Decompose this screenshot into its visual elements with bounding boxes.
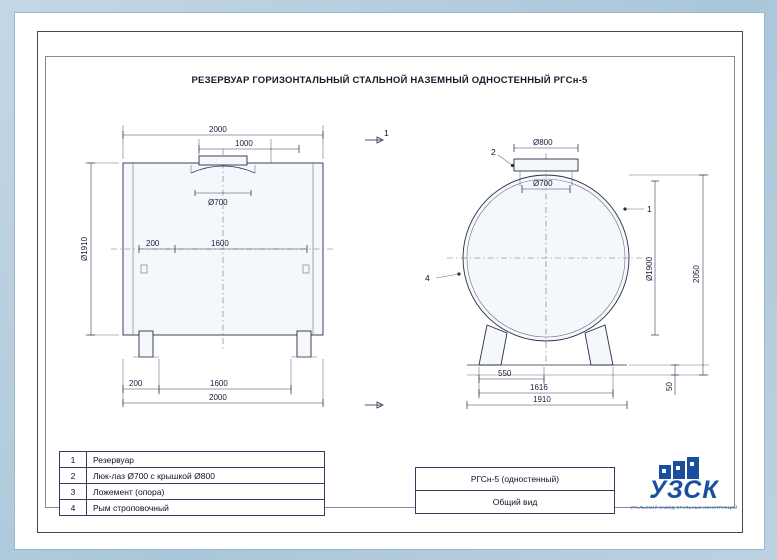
svg-text:Ø1900: Ø1900 xyxy=(645,256,654,281)
svg-text:2000: 2000 xyxy=(209,125,227,134)
svg-text:Ø700: Ø700 xyxy=(208,198,228,207)
legend-number: 2 xyxy=(60,468,87,483)
drawing-sheet xyxy=(14,12,765,550)
svg-text:2000: 2000 xyxy=(209,393,227,402)
title-block-view: Общий вид xyxy=(416,491,614,514)
svg-text:4: 4 xyxy=(425,273,430,283)
svg-text:1: 1 xyxy=(384,128,389,138)
svg-text:1616: 1616 xyxy=(530,383,548,392)
svg-text:1600: 1600 xyxy=(211,239,229,248)
svg-text:Ø700: Ø700 xyxy=(533,179,553,188)
svg-text:1600: 1600 xyxy=(210,379,228,388)
legend-table xyxy=(59,451,325,516)
svg-text:200: 200 xyxy=(129,379,143,388)
legend-label: Рым строповочный xyxy=(93,502,169,513)
legend-label: Ложемент (опора) xyxy=(93,486,165,497)
title-block xyxy=(415,467,615,514)
svg-text:1910: 1910 xyxy=(533,395,551,404)
company-logo xyxy=(623,457,745,519)
legend-label: Люк-лаз Ø700 с крышкой Ø800 xyxy=(93,470,215,481)
legend-number: 3 xyxy=(60,484,87,499)
svg-text:2: 2 xyxy=(491,147,496,157)
logo-tagline: УРАЛЬСКИЙ ЗАВОД СТАЛЬНЫХ КОНСТРУКЦИЙ xyxy=(630,505,738,510)
title-block-product: РГСн-5 (одностенный) xyxy=(416,468,614,491)
table-row xyxy=(60,452,324,468)
svg-text:200: 200 xyxy=(146,239,160,248)
table-row xyxy=(60,500,324,516)
legend-label: Резервуар xyxy=(93,454,135,465)
svg-text:50: 50 xyxy=(665,382,674,391)
page-title: РЕЗЕРВУАР ГОРИЗОНТАЛЬНЫЙ СТАЛЬНОЙ НАЗЕМНЫЙ ОДНОСТЕННЫЙ РГСн-5 xyxy=(191,75,588,86)
svg-text:1: 1 xyxy=(647,204,652,214)
legend-number: 1 xyxy=(60,452,87,467)
svg-text:Ø1910: Ø1910 xyxy=(80,236,89,261)
legend-number: 4 xyxy=(60,500,87,515)
svg-text:2050: 2050 xyxy=(692,265,701,283)
table-row xyxy=(60,468,324,484)
svg-text:550: 550 xyxy=(498,369,512,378)
svg-text:1000: 1000 xyxy=(235,139,253,148)
table-row xyxy=(60,484,324,500)
logo-wordmark: УЗСК xyxy=(649,476,719,504)
svg-text:Ø800: Ø800 xyxy=(533,138,553,147)
